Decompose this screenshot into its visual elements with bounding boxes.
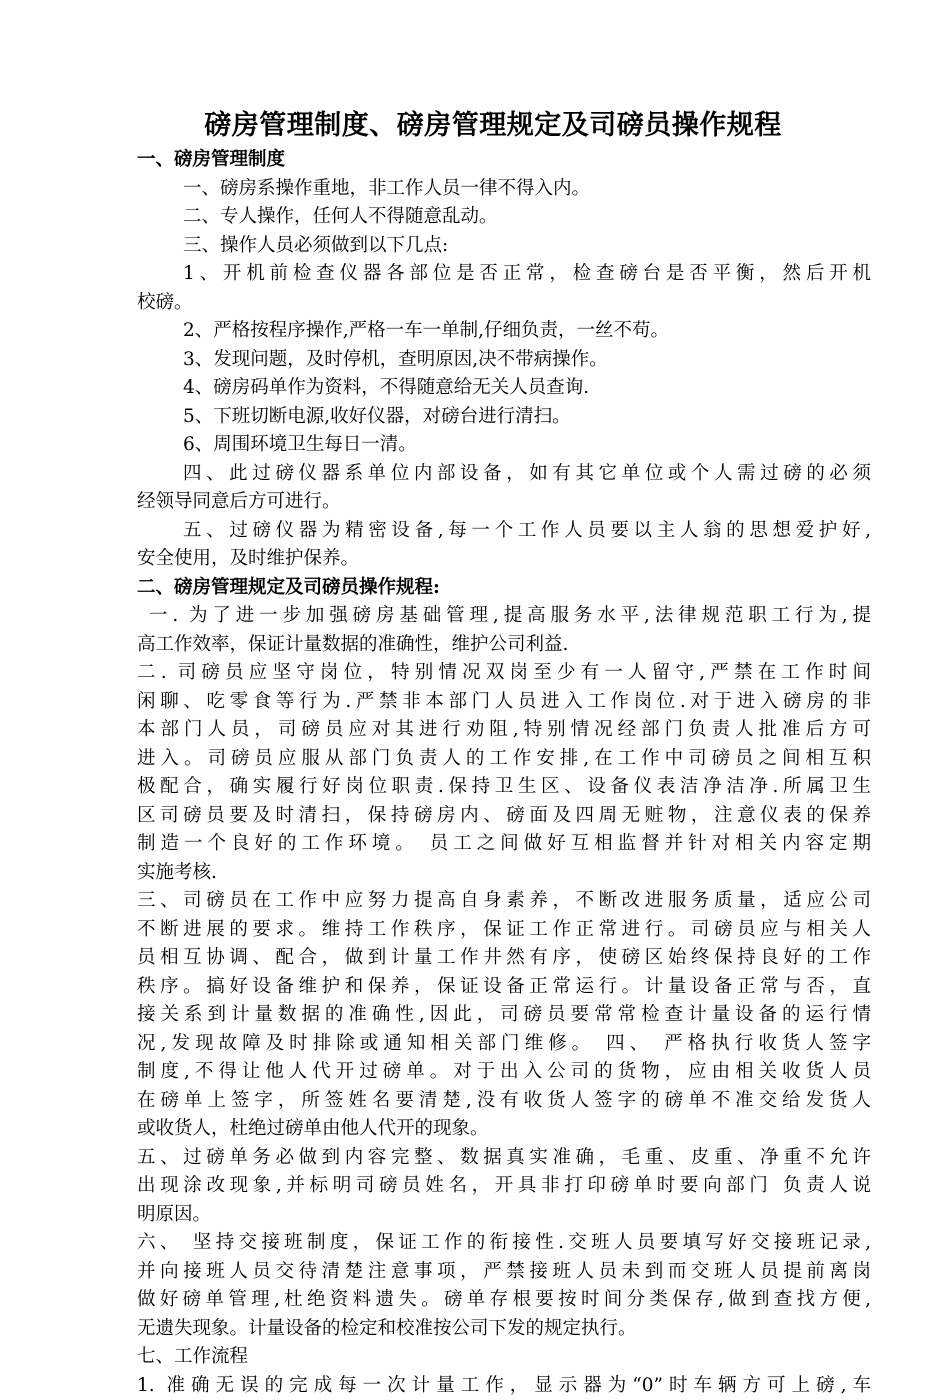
text-line: 进入。司磅员应服从部门负责人的工作安排,在工作中司磅员之间相互积 [137, 745, 871, 774]
section-heading: 二、磅房管理规定及司磅员操作规程: [137, 574, 871, 603]
text-line: 校磅。 [137, 289, 871, 318]
text-line: 实施考核. [137, 859, 871, 888]
text-line: 一. 为了进一步加强磅房基础管理,提高服务水平,法律规范职工行为,提 [137, 602, 871, 631]
text-line: 二. 司磅员应坚守岗位，特别情况双岗至少有一人留守,严禁在工作时间 [137, 659, 871, 688]
text-line: 六、 坚持交接班制度，保证工作的衔接性.交班人员要填写好交接班记录, [137, 1229, 871, 1258]
text-line: 做好磅单管理,杜绝资料遗失。磅单存根要按时间分类保存,做到查找方便, [137, 1286, 871, 1315]
text-line: 况,发现故障及时排除或通知相关部门维修。 四、 严格执行收货人签字 [137, 1030, 871, 1059]
text-line: 经领导同意后方可进行。 [137, 488, 871, 517]
text-line: 区司磅员要及时清扫，保持磅房内、磅面及四周无赃物，注意仪表的保养 [137, 802, 871, 831]
document-title: 磅房管理制度、磅房管理规定及司磅员操作规程 [0, 106, 950, 146]
text-line: 制造一个良好的工作环境。 员工之间做好互相监督并针对相关内容定期 [137, 830, 871, 859]
text-line: 出现涂改现象,并标明司磅员姓名，开具非打印磅单时要向部门 负责人说 [137, 1172, 871, 1201]
text-line: 一、磅房系操作重地，非工作人员一律不得入内。 [137, 175, 871, 204]
text-line: 1. 准确无误的完成每一次计量工作，显示器为“0”时车辆方可上磅,车 [137, 1372, 871, 1400]
text-line: 五、过磅仪器为精密设备,每一个工作人员要以主人翁的思想爱护好, [137, 517, 871, 546]
text-line: 三、司磅员在工作中应努力提高自身素养，不断改进服务质量，适应公司 [137, 887, 871, 916]
document-body [137, 146, 871, 1400]
text-line: 五、过磅单务必做到内容完整、数据真实准确，毛重、皮重、净重不允许 [137, 1144, 871, 1173]
text-line: 高工作效率，保证计量数据的准确性，维护公司利益. [137, 631, 871, 660]
text-line: 无遗失现象。计量设备的检定和校准按公司下发的规定执行。 [137, 1315, 871, 1344]
text-line: 极配合，确实履行好岗位职责.保持卫生区、设备仪表洁净洁净.所属卫生 [137, 773, 871, 802]
text-line: 三、操作人员必须做到以下几点: [137, 232, 871, 261]
text-line: 本部门人员，司磅员应对其进行劝阻,特别情况经部门负责人批准后方可 [137, 716, 871, 745]
text-line: 3、发现问题，及时停机，查明原因,决不带病操作。 [137, 346, 871, 375]
text-line: 秩序。搞好设备维护和保养，保证设备正常运行。计量设备正常与否，直 [137, 973, 871, 1002]
text-line: 七、工作流程 [137, 1343, 871, 1372]
text-line: 1、开机前检查仪器各部位是否正常，检查磅台是否平衡，然后开机 [137, 260, 871, 289]
text-line: 安全使用，及时维护保养。 [137, 545, 871, 574]
text-line: 并向接班人员交待清楚注意事项，严禁接班人员未到而交班人员提前离岗 [137, 1258, 871, 1287]
text-line: 2、严格按程序操作,严格一车一单制,仔细负责，一丝不苟。 [137, 317, 871, 346]
text-line: 4、磅房码单作为资料，不得随意给无关人员查询. [137, 374, 871, 403]
text-line: 5、下班切断电源,收好仪器，对磅台进行清扫。 [137, 403, 871, 432]
text-line: 四、此过磅仪器系单位内部设备，如有其它单位或个人需过磅的必须 [137, 460, 871, 489]
text-line: 闲聊、吃零食等行为.严禁非本部门人员进入工作岗位.对于进入磅房的非 [137, 688, 871, 717]
text-line: 员相互协调、配合，做到计量工作井然有序，使磅区始终保持良好的工作 [137, 944, 871, 973]
text-line: 或收货人，杜绝过磅单由他人代开的现象。 [137, 1115, 871, 1144]
text-line: 6、周围环境卫生每日一清。 [137, 431, 871, 460]
text-line: 二、专人操作，任何人不得随意乱动。 [137, 203, 871, 232]
text-line: 明原因。 [137, 1201, 871, 1230]
text-line: 制度,不得让他人代开过磅单。对于出入公司的货物，应由相关收货人员 [137, 1058, 871, 1087]
text-line: 在磅单上签字，所签姓名要清楚,没有收货人签字的磅单不准交给发货人 [137, 1087, 871, 1116]
section-heading: 一、磅房管理制度 [137, 146, 871, 175]
text-line: 不断进展的要求。维持工作秩序，保证工作正常进行。司磅员应与相关人 [137, 916, 871, 945]
text-line: 接关系到计量数据的准确性,因此，司磅员要常常检查计量设备的运行情 [137, 1001, 871, 1030]
